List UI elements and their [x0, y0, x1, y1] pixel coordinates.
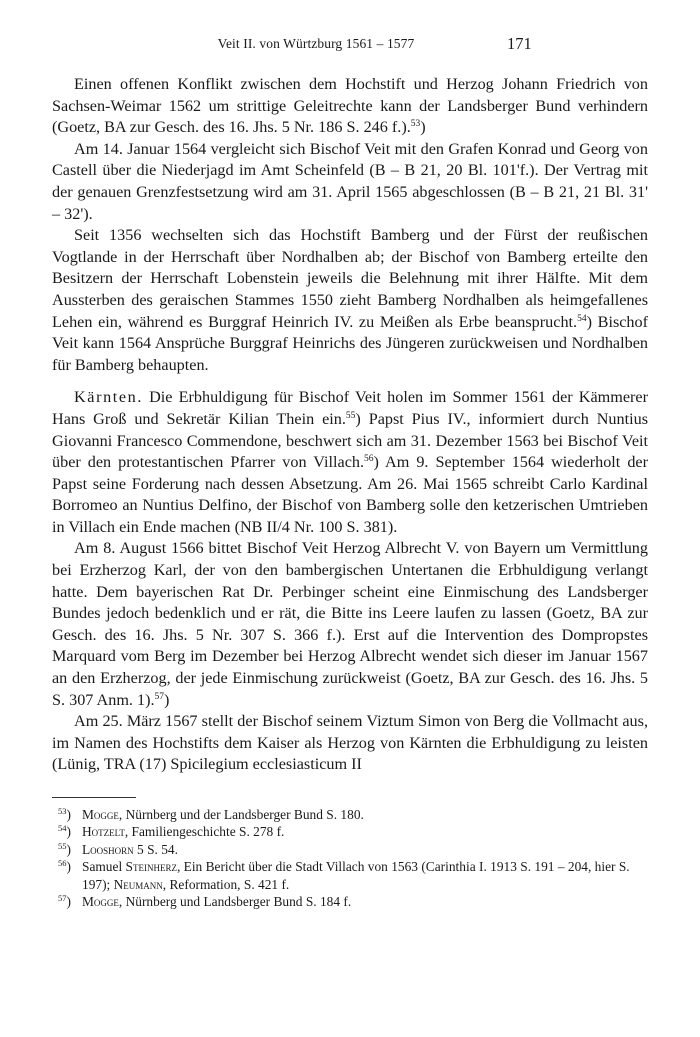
footnote-ref: 55	[345, 410, 356, 421]
paragraph: Am 25. März 1567 stellt der Bischof seinem Viztum Simon von Berg die Vollmacht aus, im Namen des Hochstifts dem Kaiser als Herzog von Kärnten die Erbhuldigung zu leisten (Lünig, TRA (17) Spicilegium ecclesiasticum II	[52, 712, 648, 774]
footnote-number: $^{55}$)	[58, 840, 71, 857]
section-lead-kaernten: Kärnten.	[74, 388, 143, 407]
page-number: 171	[507, 34, 532, 53]
paragraph: Am 8. August 1566 bittet Bischof Veit Herzog Albrecht V. von Bayern um Vermittlung bei Erzherzog Karl, der von den bambergischen Untertanen die Erbhuldigung verlangt hatte. Dem bayerischen Rat Dr. Perbinger scheint eine Einmischung des Landsberger Bundes jedoch bedenklich und er rät, die Bitte ins Leere laufen zu lassen (Goetz, BA zur Gesch. des 16. Jhs. 5 Nr. 307 S. 366 f.). Erst auf die Intervention des Dompropstes Marquard vom Berg im Dezember bei Herzog Albrecht wendet sich dieser im Januar 1567 an den Erzherzog, der jede Einmischung zurückweist (Goetz, BA zur Gesch. des 16. Jhs. 5 S. 307 Anm. 1).$^{57}$)	[52, 539, 648, 709]
footnote: $^{57}$) Mogge, Nürnberg und Landsberger Bund S. 184 f.	[58, 893, 352, 910]
paragraph: Einen offenen Konflikt zwischen dem Hochstift und Herzog Johann Friedrich von Sachsen-Weimar 1562 um strittige Geleitrechte kann der Landsberger Bund verhindern (Goetz, BA zur Gesch. des 16. Jhs. 5 Nr. 186 S. 246 f.).$^{53}$)	[52, 75, 648, 137]
running-title: Veit II. von Würtzburg 1561 – 1577	[217, 36, 415, 51]
footnote-number: $^{54}$)	[58, 823, 71, 840]
footnote-number: $^{57}$)	[58, 893, 71, 910]
footnote-ref: 54	[577, 313, 587, 324]
footnote: $^{53}$) Mogge, Nürnberg und der Landsberger Bund S. 180.	[58, 806, 364, 822]
footnote-ref: 57	[154, 691, 165, 702]
footnote-ref: 53	[410, 119, 421, 130]
paragraph: Am 14. Januar 1564 vergleicht sich Bischof Veit mit den Grafen Konrad und Georg von Castell über die Niederjagd im Amt Scheinfeld (B – B 21, 20 Bl. 101'f.). Der Vertrag mit der genauen Grenzfestsetzung wird am 31. April 1565 abgeschlossen (B – B 21, 21 Bl. 31' – 32').	[52, 139, 648, 223]
footnote-ref: 56	[364, 454, 374, 465]
footnote: $^{55}$) Looshorn 5 S. 54.	[58, 840, 178, 857]
footnote-number: $^{53}$)	[58, 806, 71, 822]
paragraph: Seit 1356 wechselten sich das Hochstift Bamberg und der Fürst der reußischen Vogtlande in der Herrschaft über Nordhalben ab; der Bischof von Bamberg erteilte den Besitzern der Herrschaft Lobenstein jeweils die Belehnung mit ihrer Hälfte. Mit dem Aussterben des geraischen Stammes 1550 zieht Bamberg Nordhalben als heimgefallenes Lehen ein, während es Burggraf Heinrich IV. zu Meißen als Erbe beansprucht.$^{54}$) Bischof Veit kann 1564 Ansprüche Burggraf Heinrichs des Jüngeren zurückweisen und Nordhalben für Bamberg behaupten.	[52, 226, 649, 374]
page-header	[52, 36, 580, 58]
paragraph: Kärnten. Die Erbhuldigung für Bischof Veit holen im Sommer 1561 der Kämmerer Hans Groß und Sekretär Kilian Thein ein.$^{55}$) Papst Pius IV., informiert durch Nuntius Giovanni Francesco Commendone, beschwert sich am 31. Dezember 1563 bei Bischof Veit über den protestantischen Pfarrer von Villach.$^{56}$) Am 9. September 1564 wiederholt der Papst seine Forderung nach dessen Absetzung. Am 26. Mai 1565 schreibt Carlo Kardinal Borromeo an Nuntius Delfino, der Bischof von Bamberg solle den ketzerischen Umtrieben in Villach ein Ende machen (NB II/4 Nr. 100 S. 381).	[52, 388, 649, 536]
footnote-divider	[52, 797, 136, 798]
body-text	[52, 74, 648, 776]
footnote: $^{54}$) Hotzelt, Familiengeschichte S. 278 f.	[58, 823, 285, 840]
footnote-number: $^{56}$)	[58, 858, 71, 875]
footnotes	[52, 806, 648, 910]
footnote: $^{56}$) Samuel Steinherz, Ein Bericht über die Stadt Villach von 1563 (Carinthia I. 1913 S. 191 – 204, hier S. 197); Neumann, Reformation, S. 421 f.	[58, 858, 630, 892]
